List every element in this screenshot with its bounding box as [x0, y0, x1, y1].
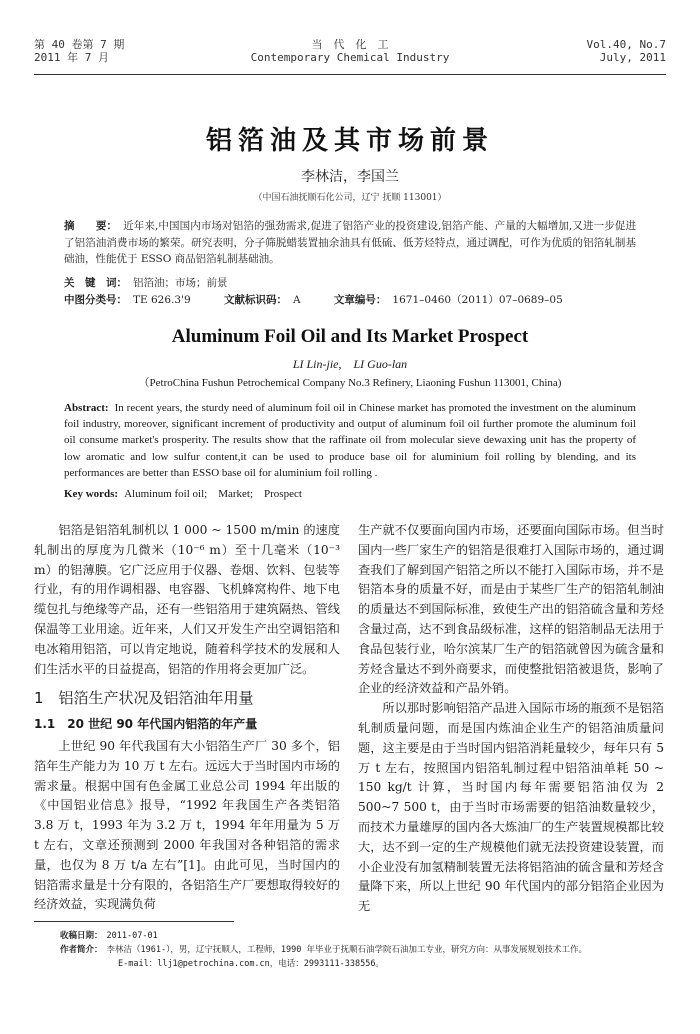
journal-volume-info-en: [587, 38, 666, 64]
intro-paragraph: 铝箔是铝箔轧制机以 1 000 ~ 1500 m/min 的速度轧制出的厚度为几微米（10⁻⁶ m）至十几毫米（10⁻³ m）的铝薄膜。它广泛应用于仪器、卷烟、饮料、包装等行业，有的用作调相器、电容器、飞机蜂窝构件、地下电缆包扎与绝缘等产品，还有一些铝箔用于建筑隔热、管线保温等工业用途。近年来，人们又开发生产出空调铝箔和电冰箱用铝箔，可以肯定地说，随着科学技术的发展和人们生活水平的日益提高，铝箔的作用将会更加广泛。: [34, 523, 340, 676]
clc-label: 中图分类号：: [64, 294, 127, 306]
issue-date: 2011 年 7 月: [34, 51, 109, 64]
author-bio-label: 作者简介：: [60, 945, 103, 955]
issue-date-en: July, 2011: [599, 51, 666, 64]
header-rule: [34, 74, 666, 75]
keywords-cn-label: 关 键 词：: [64, 277, 127, 289]
journal-name: [34, 38, 666, 64]
body-paragraph-continued: 生产就不仅要面向国内市场，还要面向国际市场。但当时国内一些厂家生产的铝箔是很难打入国际市场的，通过调查我们了解到国产铝箔之所以不能打入国际市场，并不是铝箔本身的质量不好，而是由于某些厂生产的铝箔轧制油的质量达不到国际标准，致使生产出的铝箔硫含量和芳烃含量过高，达不到食品级标准，这样的铝箔制品无法用于食品包装行业，哈尔滨某厂生产的铝箔就曾因为硫含量和芳烃含量达不到外商要求，而使整批铝箔被退货，影响了企业的经济效益和产品外销。: [358, 523, 664, 696]
paper-title-en: Aluminum Foil Oil and Its Market Prospect: [171, 326, 529, 347]
abstract-cn-text: 近年来,中国国内市场对铝箔的强劲需求,促进了铝箔产业的投资建设,铝箔产能、产量的大幅增加,又进一步促进了铝箔油消费市场的繁荣。研究表明，分子筛脱蜡装置抽余油具有低硫、低芳烃特点，通过调配，可作为优质的铝箔轧制基础油，性能优于 ESSO 商品铝箔轧制基础油。: [64, 220, 636, 265]
abstract-cn-label: 摘 要：: [64, 220, 118, 232]
subsection-1-1-heading: 1.1 20 世纪 90 年代国内铝箔的年产量: [34, 717, 258, 732]
journal-name-en: Contemporary Chemical Industry: [250, 51, 450, 64]
keywords-en: [64, 485, 636, 501]
article-number-value: 1671–0460（2011）07–0689–05: [392, 294, 563, 306]
volume-issue-en: Vol.40, No.7: [586, 38, 666, 51]
author-bio: 李林洁（1961-），男，辽宁抚顺人，工程师，1990 年毕业于抚顺石油学院石油加工专业，研究方向：从事发展规划技术工作。: [106, 945, 587, 955]
affiliation-en: （PetroChina Fushun Petrochemical Company No.3 Refinery, Liaoning Fushun 113001, China): [138, 377, 562, 389]
received-date: 2011-07-01: [106, 931, 158, 941]
received-label: 收稿日期：: [60, 931, 103, 941]
article-number-label: 文章编号：: [333, 294, 387, 306]
journal-name-cn: 当 代 化 工: [311, 38, 389, 51]
keywords-en-label: Key words:: [64, 488, 119, 500]
keywords-cn-text: 铝箔油；市场；前景: [133, 277, 228, 289]
doc-code-value: A: [292, 294, 301, 306]
abstract-en-text: In recent years, the sturdy need of aluminum foil oil in Chinese market has promoted the investment on the aluminum foil industry, moreover, significant increment of productivity and output of aluminum foil oil further promote the aluminum foil oil consume market's prosperity. The results show that the raffinate oil from molecular sieve dewaxing unit has the property of low aromatic and low sulfur content,it can be used to produce base oil for aluminium foil rolling by blending, and its performances are better than ESSO base oil for aluminium foil rolling .: [64, 402, 636, 479]
volume-issue: 第 40 卷第 7 期: [34, 38, 125, 51]
section-1-heading: 1 铝箔生产状况及铝箔油年用量: [34, 689, 254, 708]
abstract-en: [64, 400, 636, 481]
body-paragraph: 所以那时影响铝箔产品进入国际市场的瓶颈不是铝箔轧制质量问题，而是国内炼油企业生产的铝箔油质量问题，这主要是由于当时国内铝箔消耗量较少，每年只有 5 万 t 左右，按照国内铝箔轧制过程中铝箔油单耗 50 ~ 150 kg/t 计算，当时国内每年需要铝箔油仅为 2 500~7 500 t，由于当时市场需要的铝箔油数量较少，而技术力量雄厚的国内各大炼油厂的生产装置规模都比较大，达不到一定的生产规模他们就无法投资建设装置，而小企业没有加氢精制装置无法将铝箔油的硫含量和芳烃含量降下来，所以上世纪 90 年代国内的部分铝箔企业因为无: [358, 701, 664, 914]
authors-cn: 李林洁，李国兰: [301, 169, 399, 185]
author-contact: E-mail：llj1@petrochina.com.cn，电话：2993111-338556。: [118, 959, 384, 969]
paper-title-cn: 铝箔油及其市场前景: [205, 126, 494, 156]
abstract-cn: [64, 218, 636, 268]
abstract-en-label: Abstract:: [64, 402, 109, 414]
affiliation-cn: （中国石油抚顺石化公司，辽宁 抚顺 113001）: [253, 193, 447, 203]
keywords-cn: [64, 275, 636, 290]
classification-row: [64, 292, 636, 307]
body-column-left: [34, 521, 340, 915]
authors-en: LI Lin-jie, LI Guo-lan: [292, 357, 408, 371]
footnote-rule: [34, 921, 234, 922]
keywords-en-text: Aluminum foil oil; Market; Prospect: [124, 488, 302, 500]
body-column-right: [358, 521, 664, 917]
clc-value: TE 626.3'9: [133, 294, 191, 306]
doc-code-label: 文献标识码：: [223, 294, 287, 306]
footnote: [60, 929, 666, 971]
body-paragraph: 上世纪 90 年代我国有大小铝箔生产厂 30 多个，铝箔年生产能力为 10 万 t 左右。远远大于当时国内市场的需求量。根据中国有色金属工业总公司 1994 年出版的《中国铝业信息》报导，“1992 年我国生产各类铝箔 3.8 万 t，1993 年为 3.2 万 t，1994 年年用量为 5 万 t 左右，文章还预测到 2000 年我国对各种铝箔的需求量，也仅为 8 万 t/a 左右”[1]。由此可见，当时国内的铝箔需求量是十分有限的，各铝箔生产厂要想取得较好的经济效益，实现满负荷: [34, 738, 340, 912]
running-header: [34, 38, 666, 74]
